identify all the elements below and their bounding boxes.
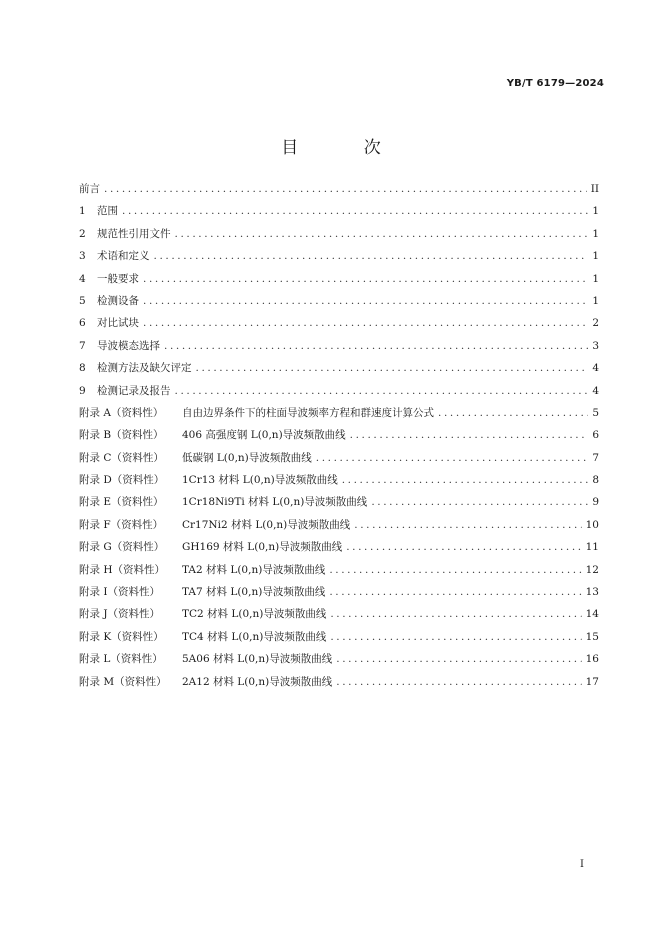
appendix-label: 低碳钢 L(0,n)导波频散曲线 bbox=[182, 451, 312, 464]
appendix-label: 1Cr18Ni9Ti 材料 L(0,n)导波频散曲线 bbox=[182, 496, 368, 509]
appendix-page: 9 bbox=[592, 496, 599, 509]
appendix-page: 11 bbox=[585, 541, 599, 554]
toc-leader-dots bbox=[154, 245, 589, 267]
toc-leader-dots bbox=[196, 357, 589, 379]
toc-entry-page: 1 bbox=[592, 250, 599, 263]
toc-leader-dots bbox=[330, 603, 581, 625]
appendix-prefix: 附录 C（资料性） bbox=[79, 451, 164, 464]
toc-entry-1[interactable] bbox=[79, 200, 599, 222]
appendix-label: TC4 材料 L(0,n)导波频散曲线 bbox=[182, 630, 327, 643]
toc-entry-number: 4 bbox=[79, 272, 86, 285]
appendix-label: Cr17Ni2 材料 L(0,n)导波频散曲线 bbox=[182, 518, 351, 531]
appendix-page: 16 bbox=[585, 653, 599, 666]
toc-leader-dots bbox=[316, 447, 589, 469]
appendix-page: 12 bbox=[585, 563, 599, 576]
toc-appendix-b[interactable] bbox=[79, 424, 599, 446]
appendix-label: TC2 材料 L(0,n)导波频散曲线 bbox=[182, 608, 327, 621]
appendix-label: 406 高强度钢 L(0,n)导波频散曲线 bbox=[182, 429, 346, 442]
toc-leader-dots bbox=[336, 648, 581, 670]
toc-leader-dots bbox=[329, 559, 581, 581]
toc-entry-page: 1 bbox=[592, 272, 599, 285]
table-of-contents bbox=[79, 178, 599, 693]
toc-entry-number: 3 bbox=[79, 250, 86, 263]
toc-entry-page: 3 bbox=[592, 339, 599, 352]
appendix-label: 1Cr13 材料 L(0,n)导波频散曲线 bbox=[182, 474, 338, 487]
toc-entry-label: 对比试块 bbox=[97, 317, 139, 330]
toc-leader-dots bbox=[143, 268, 588, 290]
toc-entry-5[interactable] bbox=[79, 290, 599, 312]
toc-leader-dots bbox=[330, 626, 581, 648]
toc-entry-page: 4 bbox=[592, 362, 599, 375]
appendix-prefix: 附录 A（资料性） bbox=[79, 406, 164, 419]
page-title: 目 次 bbox=[281, 138, 411, 158]
toc-leader-dots bbox=[104, 178, 587, 200]
toc-entry-label: 一般要求 bbox=[97, 272, 139, 285]
toc-leader-dots bbox=[346, 536, 581, 558]
toc-entry-page: 2 bbox=[592, 317, 599, 330]
toc-entry-6[interactable] bbox=[79, 312, 599, 334]
appendix-page: 17 bbox=[585, 675, 599, 688]
toc-entry-number: 7 bbox=[79, 339, 86, 352]
toc-entry-label: 检测设备 bbox=[97, 294, 139, 307]
toc-leader-dots bbox=[175, 223, 589, 245]
appendix-page: 13 bbox=[585, 586, 599, 599]
toc-entry-2[interactable] bbox=[79, 223, 599, 245]
toc-appendix-d[interactable] bbox=[79, 469, 599, 491]
toc-appendix-h[interactable] bbox=[79, 559, 599, 581]
appendix-label: TA7 材料 L(0,n)导波频散曲线 bbox=[182, 586, 326, 599]
toc-entry-3[interactable] bbox=[79, 245, 599, 267]
toc-leader-dots bbox=[342, 469, 589, 491]
toc-leader-dots bbox=[438, 402, 588, 424]
appendix-prefix: 附录 F（资料性） bbox=[79, 518, 164, 531]
appendix-label: 自由边界条件下的柱面导波频率方程和群速度计算公式 bbox=[182, 406, 434, 419]
toc-appendix-k[interactable] bbox=[79, 626, 599, 648]
toc-appendix-i[interactable] bbox=[79, 581, 599, 603]
appendix-prefix: 附录 L（资料性） bbox=[79, 653, 163, 666]
toc-appendix-f[interactable] bbox=[79, 514, 599, 536]
appendix-page: 6 bbox=[592, 429, 599, 442]
toc-entry-label: 检测记录及报告 bbox=[97, 384, 171, 397]
appendix-prefix: 附录 M（资料性） bbox=[79, 675, 167, 688]
appendix-label: 5A06 材料 L(0,n)导波频散曲线 bbox=[182, 653, 333, 666]
appendix-prefix: 附录 K（资料性） bbox=[79, 630, 164, 643]
appendix-page: 14 bbox=[585, 608, 599, 621]
toc-appendix-l[interactable] bbox=[79, 648, 599, 670]
appendix-prefix: 附录 E（资料性） bbox=[79, 496, 164, 509]
toc-entry-page: 1 bbox=[592, 294, 599, 307]
appendix-prefix: 附录 J（资料性） bbox=[79, 608, 161, 621]
toc-entry-number: 9 bbox=[79, 384, 86, 397]
toc-leader-dots bbox=[336, 671, 581, 693]
toc-appendix-a[interactable] bbox=[79, 402, 599, 424]
toc-appendix-e[interactable] bbox=[79, 491, 599, 513]
appendix-page: 8 bbox=[592, 474, 599, 487]
toc-entry-page: 1 bbox=[592, 227, 599, 240]
appendix-prefix: 附录 D（资料性） bbox=[79, 474, 165, 487]
toc-entry-number: 5 bbox=[79, 294, 86, 307]
page-number: I bbox=[580, 859, 584, 870]
toc-entry-label: 范围 bbox=[97, 205, 118, 218]
appendix-label: GH169 材料 L(0,n)导波频散曲线 bbox=[182, 541, 343, 554]
toc-entry-label: 检测方法及缺欠评定 bbox=[97, 362, 192, 375]
toc-entry-number: 1 bbox=[79, 205, 86, 218]
toc-entry-label: 前言 bbox=[79, 183, 100, 195]
appendix-label: 2A12 材料 L(0,n)导波频散曲线 bbox=[182, 675, 333, 688]
toc-entry-4[interactable] bbox=[79, 268, 599, 290]
toc-leader-dots bbox=[143, 312, 588, 334]
toc-leader-dots bbox=[122, 200, 588, 222]
toc-entry-number: 2 bbox=[79, 227, 86, 240]
appendix-prefix: 附录 H（资料性） bbox=[79, 563, 165, 576]
toc-entry-foreword[interactable] bbox=[79, 178, 599, 200]
toc-entry-9[interactable] bbox=[79, 380, 599, 402]
toc-appendix-c[interactable] bbox=[79, 447, 599, 469]
toc-leader-dots bbox=[329, 581, 581, 603]
toc-entry-number: 6 bbox=[79, 317, 86, 330]
toc-entry-8[interactable] bbox=[79, 357, 599, 379]
toc-entry-page: 4 bbox=[592, 384, 599, 397]
toc-appendix-j[interactable] bbox=[79, 603, 599, 625]
appendix-page: 5 bbox=[592, 406, 599, 419]
appendix-page: 15 bbox=[585, 630, 599, 643]
appendix-page: 7 bbox=[592, 451, 599, 464]
toc-leader-dots bbox=[164, 335, 588, 357]
toc-appendix-g[interactable] bbox=[79, 536, 599, 558]
toc-appendix-m[interactable] bbox=[79, 671, 599, 693]
appendix-prefix: 附录 B（资料性） bbox=[79, 429, 164, 442]
toc-entry-label: 术语和定义 bbox=[97, 250, 150, 263]
standard-code: YB/T 6179—2024 bbox=[506, 78, 604, 89]
appendix-label: TA2 材料 L(0,n)导波频散曲线 bbox=[182, 563, 326, 576]
appendix-prefix: 附录 I（资料性） bbox=[79, 586, 160, 599]
appendix-page: 10 bbox=[585, 518, 599, 531]
toc-entry-number: 8 bbox=[79, 362, 86, 375]
toc-leader-dots bbox=[354, 514, 581, 536]
toc-leader-dots bbox=[371, 491, 588, 513]
toc-leader-dots bbox=[175, 380, 589, 402]
toc-leader-dots bbox=[143, 290, 588, 312]
toc-entry-label: 导波模态选择 bbox=[97, 339, 160, 352]
toc-entry-page: II bbox=[590, 183, 599, 195]
toc-entry-7[interactable] bbox=[79, 335, 599, 357]
toc-entry-page: 1 bbox=[592, 205, 599, 218]
toc-entry-label: 规范性引用文件 bbox=[97, 227, 171, 240]
appendix-prefix: 附录 G（资料性） bbox=[79, 541, 165, 554]
toc-leader-dots bbox=[350, 424, 589, 446]
